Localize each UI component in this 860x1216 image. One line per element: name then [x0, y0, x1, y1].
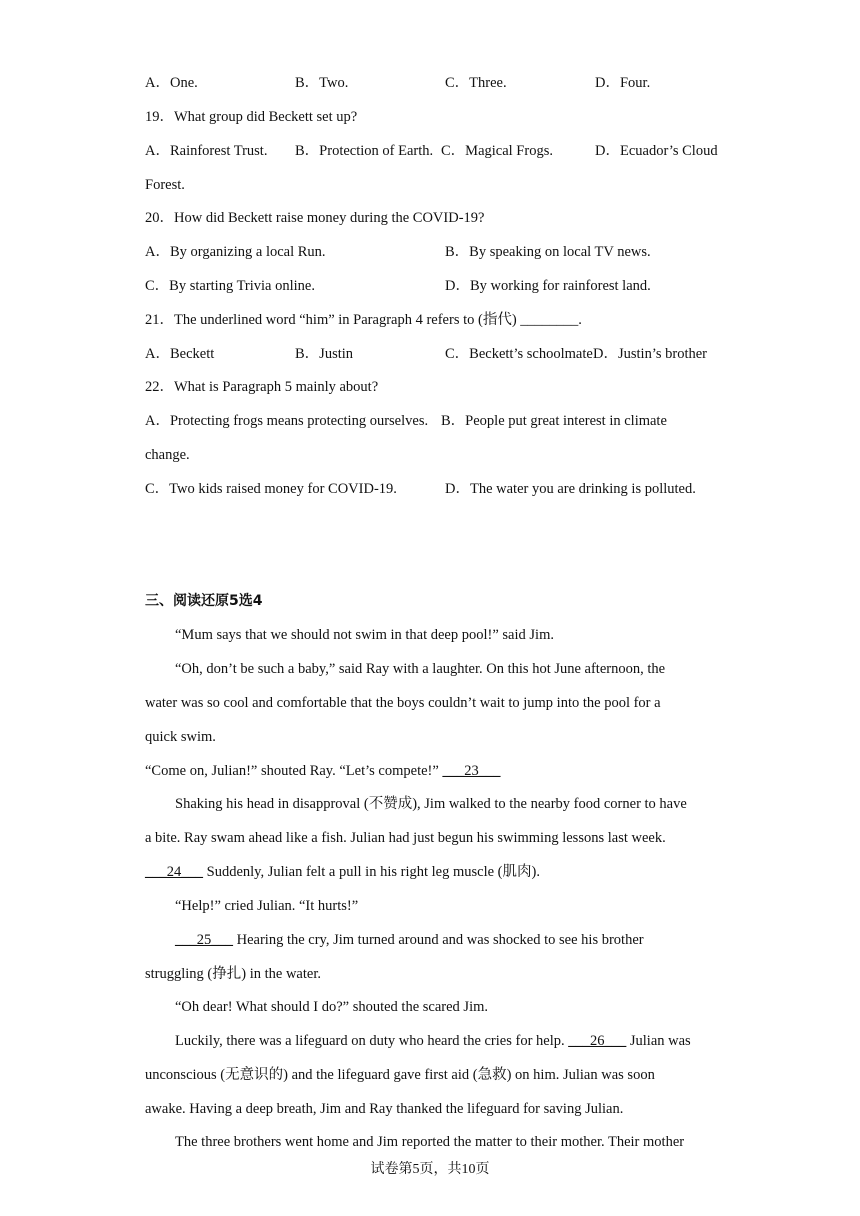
q21-question: 21．The underlined word “him” in Paragraph 4 refers to (指代) ________. — [145, 312, 582, 328]
passage-paragraph-2-line-3: quick swim. — [145, 729, 216, 745]
passage-paragraph-4-line-2: a bite. Ray swam ahead like a fish. Julian had just begun his swimming lessons last week. — [145, 830, 666, 846]
passage-paragraph-2-line-2: water was so cool and comfortable that the boys couldn’t wait to jump into the pool for a — [145, 695, 661, 711]
q20-option-b: B．By speaking on local TV news. — [445, 244, 651, 260]
q20-question: 20．How did Beckett raise money during the COVID-19? — [145, 210, 485, 226]
page-footer: 试卷第5页，共10页 — [370, 1162, 490, 1177]
section-title: 三、阅读还原5选4 — [145, 593, 263, 609]
passage-paragraph-9-line-1: The three brothers went home and Jim reported the matter to their mother. Their mother — [175, 1134, 685, 1150]
q22-option-c: C．Two kids raised money for COVID-19. — [145, 481, 397, 497]
passage-paragraph-8-line-1 — [145, 1032, 691, 1050]
passage-paragraph-7: “Oh dear! What should I do?” shouted the scared Jim. — [175, 999, 488, 1015]
q20-option-a: A．By organizing a local Run. — [145, 244, 326, 260]
q18-option-d: D．Four. — [595, 75, 651, 91]
q21-option-d: D．Justin’s brother — [593, 346, 707, 362]
q22-option-b-continued: change. — [145, 447, 190, 463]
q22-option-d: D．The water you are drinking is polluted. — [445, 481, 696, 497]
blank-24: ___24___ — [145, 864, 203, 880]
passage-paragraph-1: “Mum says that we should not swim in that deep pool!” said Jim. — [175, 627, 554, 643]
passage-paragraph-8-line-2: unconscious (无意识的) and the lifeguard gave first aid (急救) on him. Julian was soon — [145, 1067, 655, 1083]
passage-paragraph-4-line-3 — [145, 863, 540, 881]
passage-paragraph-8-line-3: awake. Having a deep breath, Jim and Ray thanked the lifeguard for saving Julian. — [145, 1101, 624, 1117]
q20-option-c: C．By starting Trivia online. — [145, 278, 315, 294]
blank-26: ___26___ — [568, 1033, 627, 1049]
q22-option-a: A．Protecting frogs means protecting ourselves. — [145, 413, 429, 429]
q19-option-c: C．Magical Frogs. — [441, 143, 553, 159]
paragraph-4-line-3-text: Suddenly, Julian felt a pull in his right leg muscle (肌肉). — [203, 864, 540, 880]
q21-option-b: B．Justin — [295, 346, 354, 362]
q19-option-d: D．Ecuador’s Cloud — [595, 143, 718, 159]
passage-paragraph-6-line-1 — [145, 931, 644, 949]
paragraph-6-line-1-text: Hearing the cry, Jim turned around and was shocked to see his brother — [233, 932, 644, 948]
blank-25: ___25___ — [175, 932, 233, 948]
q19-option-a: A．Rainforest Trust. — [145, 143, 268, 159]
blank-23: ___23___ — [442, 763, 501, 779]
q18-option-c: C．Three. — [445, 75, 507, 91]
q18-option-b: B．Two. — [295, 75, 349, 91]
q20-option-d: D．By working for rainforest land. — [445, 278, 651, 294]
passage-paragraph-2-line-1: “Oh, don’t be such a baby,” said Ray with a laughter. On this hot June afternoon, the — [175, 661, 666, 677]
q21-option-c: C．Beckett’s schoolmate — [445, 346, 593, 362]
passage-paragraph-3 — [145, 762, 500, 780]
q19-option-b: B．Protection of Earth. — [295, 143, 434, 159]
q19-option-d-continued: Forest. — [145, 177, 185, 193]
passage-paragraph-6-line-2: struggling (挣扎) in the water. — [145, 966, 321, 982]
paragraph-8-line-1-text: Luckily, there was a lifeguard on duty who heard the cries for help. — [175, 1033, 569, 1049]
q18-option-a: A．One. — [145, 75, 198, 91]
passage-paragraph-5: “Help!” cried Julian. “It hurts!” — [175, 898, 359, 914]
passage-paragraph-4-line-1: Shaking his head in disapproval (不赞成), Jim walked to the nearby food corner to have — [175, 796, 687, 812]
q21-option-a: A．Beckett — [145, 346, 215, 362]
q22-option-b: B．People put great interest in climate — [441, 413, 667, 429]
q22-question: 22．What is Paragraph 5 mainly about? — [145, 379, 379, 395]
paragraph-8-line-1-tail: Julian was — [626, 1033, 691, 1049]
paragraph-3-text: “Come on, Julian!” shouted Ray. “Let’s compete!” — [145, 763, 443, 779]
q19-question: 19．What group did Beckett set up? — [145, 109, 358, 125]
